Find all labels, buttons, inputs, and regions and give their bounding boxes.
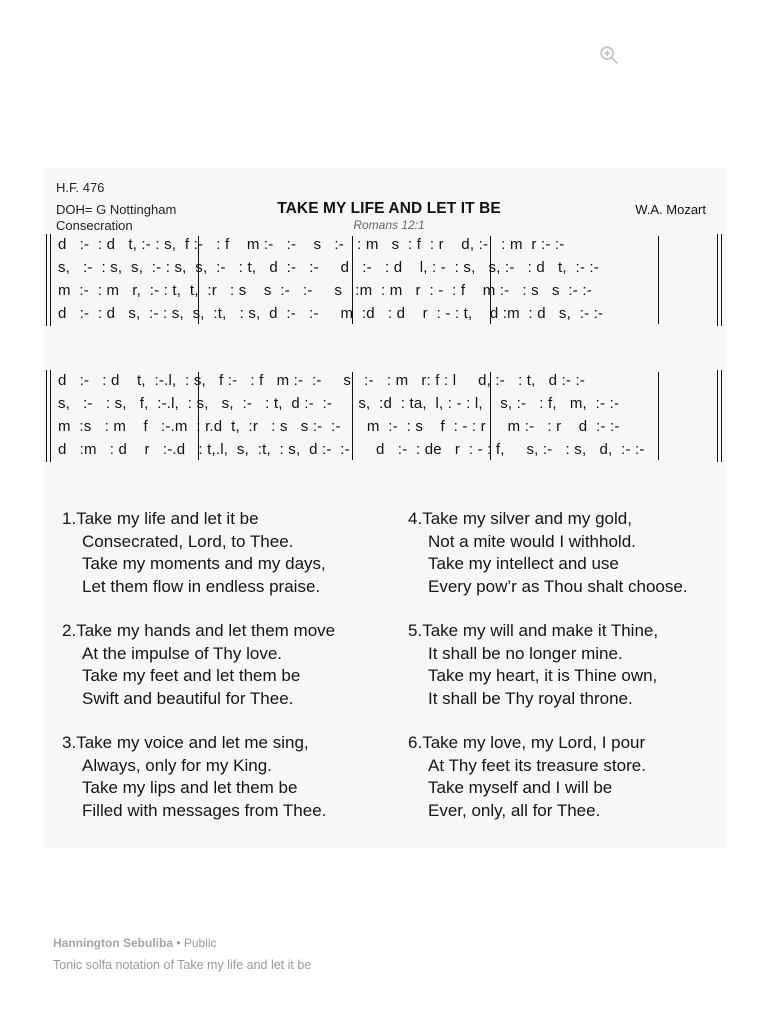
verse-number: 4.: [408, 509, 423, 528]
verse-line: Take my life and let it be: [76, 509, 259, 528]
separator: •: [173, 936, 184, 950]
verse-line: It shall be Thy royal throne.: [428, 688, 633, 708]
hymn-number: H.F. 476: [56, 180, 105, 195]
bar-line: [658, 236, 659, 324]
verse-line: At Thy feet its treasure store.: [428, 755, 646, 775]
scripture-reference: Romans 12:1: [353, 218, 425, 232]
visibility-label: Public: [183, 936, 217, 950]
solfa-line: d :m : d r :-.d : t,.l, s, :t, : s, d :- :- d :- : de r : - : f, s, :- : s, d, :- :-: [58, 441, 645, 458]
verse-line: Take my voice and let me sing,: [76, 733, 309, 752]
verse-line: Let them flow in endless praise.: [82, 576, 321, 596]
verse-number: 2.: [62, 621, 77, 640]
bar-line: [490, 372, 491, 460]
verse-line: Take my hands and let them move: [76, 621, 336, 640]
hymn-title: TAKE MY LIFE AND LET IT BE: [277, 200, 501, 217]
solfa-system-1: [46, 234, 722, 326]
solfa-line: m :s : m f :-.m : r.d t, :r : s s :- :- m :- : s f : - : r m :- : r d :- :-: [58, 418, 620, 435]
verse-line: Take my heart, it is Thine own,: [428, 666, 658, 685]
author-link[interactable]: Hannington Sebuliba: [53, 936, 173, 950]
verse-number: 5.: [408, 621, 423, 640]
verse-line: Every pow’r as Thou shalt choose.: [428, 576, 688, 596]
verse-line: Ever, only, all for Thee.: [428, 800, 601, 820]
verse-4: [408, 508, 738, 598]
verse-3: [62, 732, 392, 822]
composer: W.A. Mozart: [635, 202, 706, 217]
image-caption: Tonic solfa notation of Take my life and let it be: [53, 958, 312, 972]
zoom-in-icon[interactable]: [598, 44, 622, 68]
verse-line: Swift and beautiful for Thee.: [82, 688, 294, 708]
verse-line: Take my lips and let them be: [82, 778, 298, 797]
verse-line: Not a mite would I withhold.: [428, 531, 636, 551]
key-and-tune: DOH= G Nottingham: [56, 202, 177, 217]
hymn-sheet-image[interactable]: [44, 168, 726, 848]
solfa-line: s, :- : s, s, :- : s, s, :- : t, d :- :- d :- : d l, : - : s, s, :- : d t, :- :-: [58, 259, 599, 276]
verse-line: Take my love, my Lord, I pour: [422, 733, 646, 752]
verse-line: At the impulse of Thy love.: [82, 643, 283, 663]
verse-line: It shall be no longer mine.: [428, 643, 623, 663]
verse-line: Take my will and make it Thine,: [422, 621, 659, 640]
verses-left-column: [62, 508, 392, 844]
solfa-line: d :- : d t, :-.l, : s, f :- : f m :- :- s :- : m r: f : l d, :- : t, d :- :-: [58, 372, 586, 389]
bar-line: [198, 236, 199, 324]
verse-number: 3.: [62, 733, 77, 752]
solfa-line: m :- : m r, :- : t, t, :r : s s :- :- s :m : m r : - : f m :- : s s :- :-: [58, 282, 592, 299]
verses-right-column: [408, 508, 738, 844]
bar-line: [198, 372, 199, 460]
verse-line: Filled with messages from Thee.: [82, 800, 327, 820]
verse-6: [408, 732, 738, 822]
verse-number: 1.: [62, 509, 77, 528]
verse-line: Take myself and I will be: [428, 778, 613, 797]
solfa-line: s, :- : s, f, :-.l, : s, s, :- : t, d :- :- s, :d : ta, l, : - : l, s, :- : f, m, :- :-: [58, 395, 620, 412]
solfa-line: d :- : d t, :- : s, f :- : f m :- :- s :- : m s : f : r d, :- : m r :- :-: [58, 236, 565, 253]
verse-line: Take my feet and let them be: [82, 666, 301, 685]
verse-line: Always, only for my King.: [82, 755, 272, 775]
verse-line: Consecrated, Lord, to Thee.: [82, 531, 294, 551]
verse-5: [408, 620, 738, 710]
verse-line: Take my intellect and use: [428, 554, 619, 573]
verse-line: Take my silver and my gold,: [422, 509, 632, 528]
pin-attribution: [53, 936, 217, 950]
verse-2: [62, 620, 392, 710]
verse-line: Take my moments and my days,: [82, 554, 326, 573]
solfa-line: d :- : d s, :- : s, s, :t, : s, d :- :- m :d : d r : - : t, d :m : d s, :- :-: [58, 305, 604, 322]
bar-line: [352, 236, 353, 324]
bar-line: [658, 372, 659, 460]
bar-line: [490, 236, 491, 324]
bar-line: [352, 372, 353, 460]
solfa-system-2: [46, 370, 722, 462]
verse-number: 6.: [408, 733, 423, 752]
verse-1: [62, 508, 392, 598]
tune-name: Consecration: [56, 218, 133, 233]
